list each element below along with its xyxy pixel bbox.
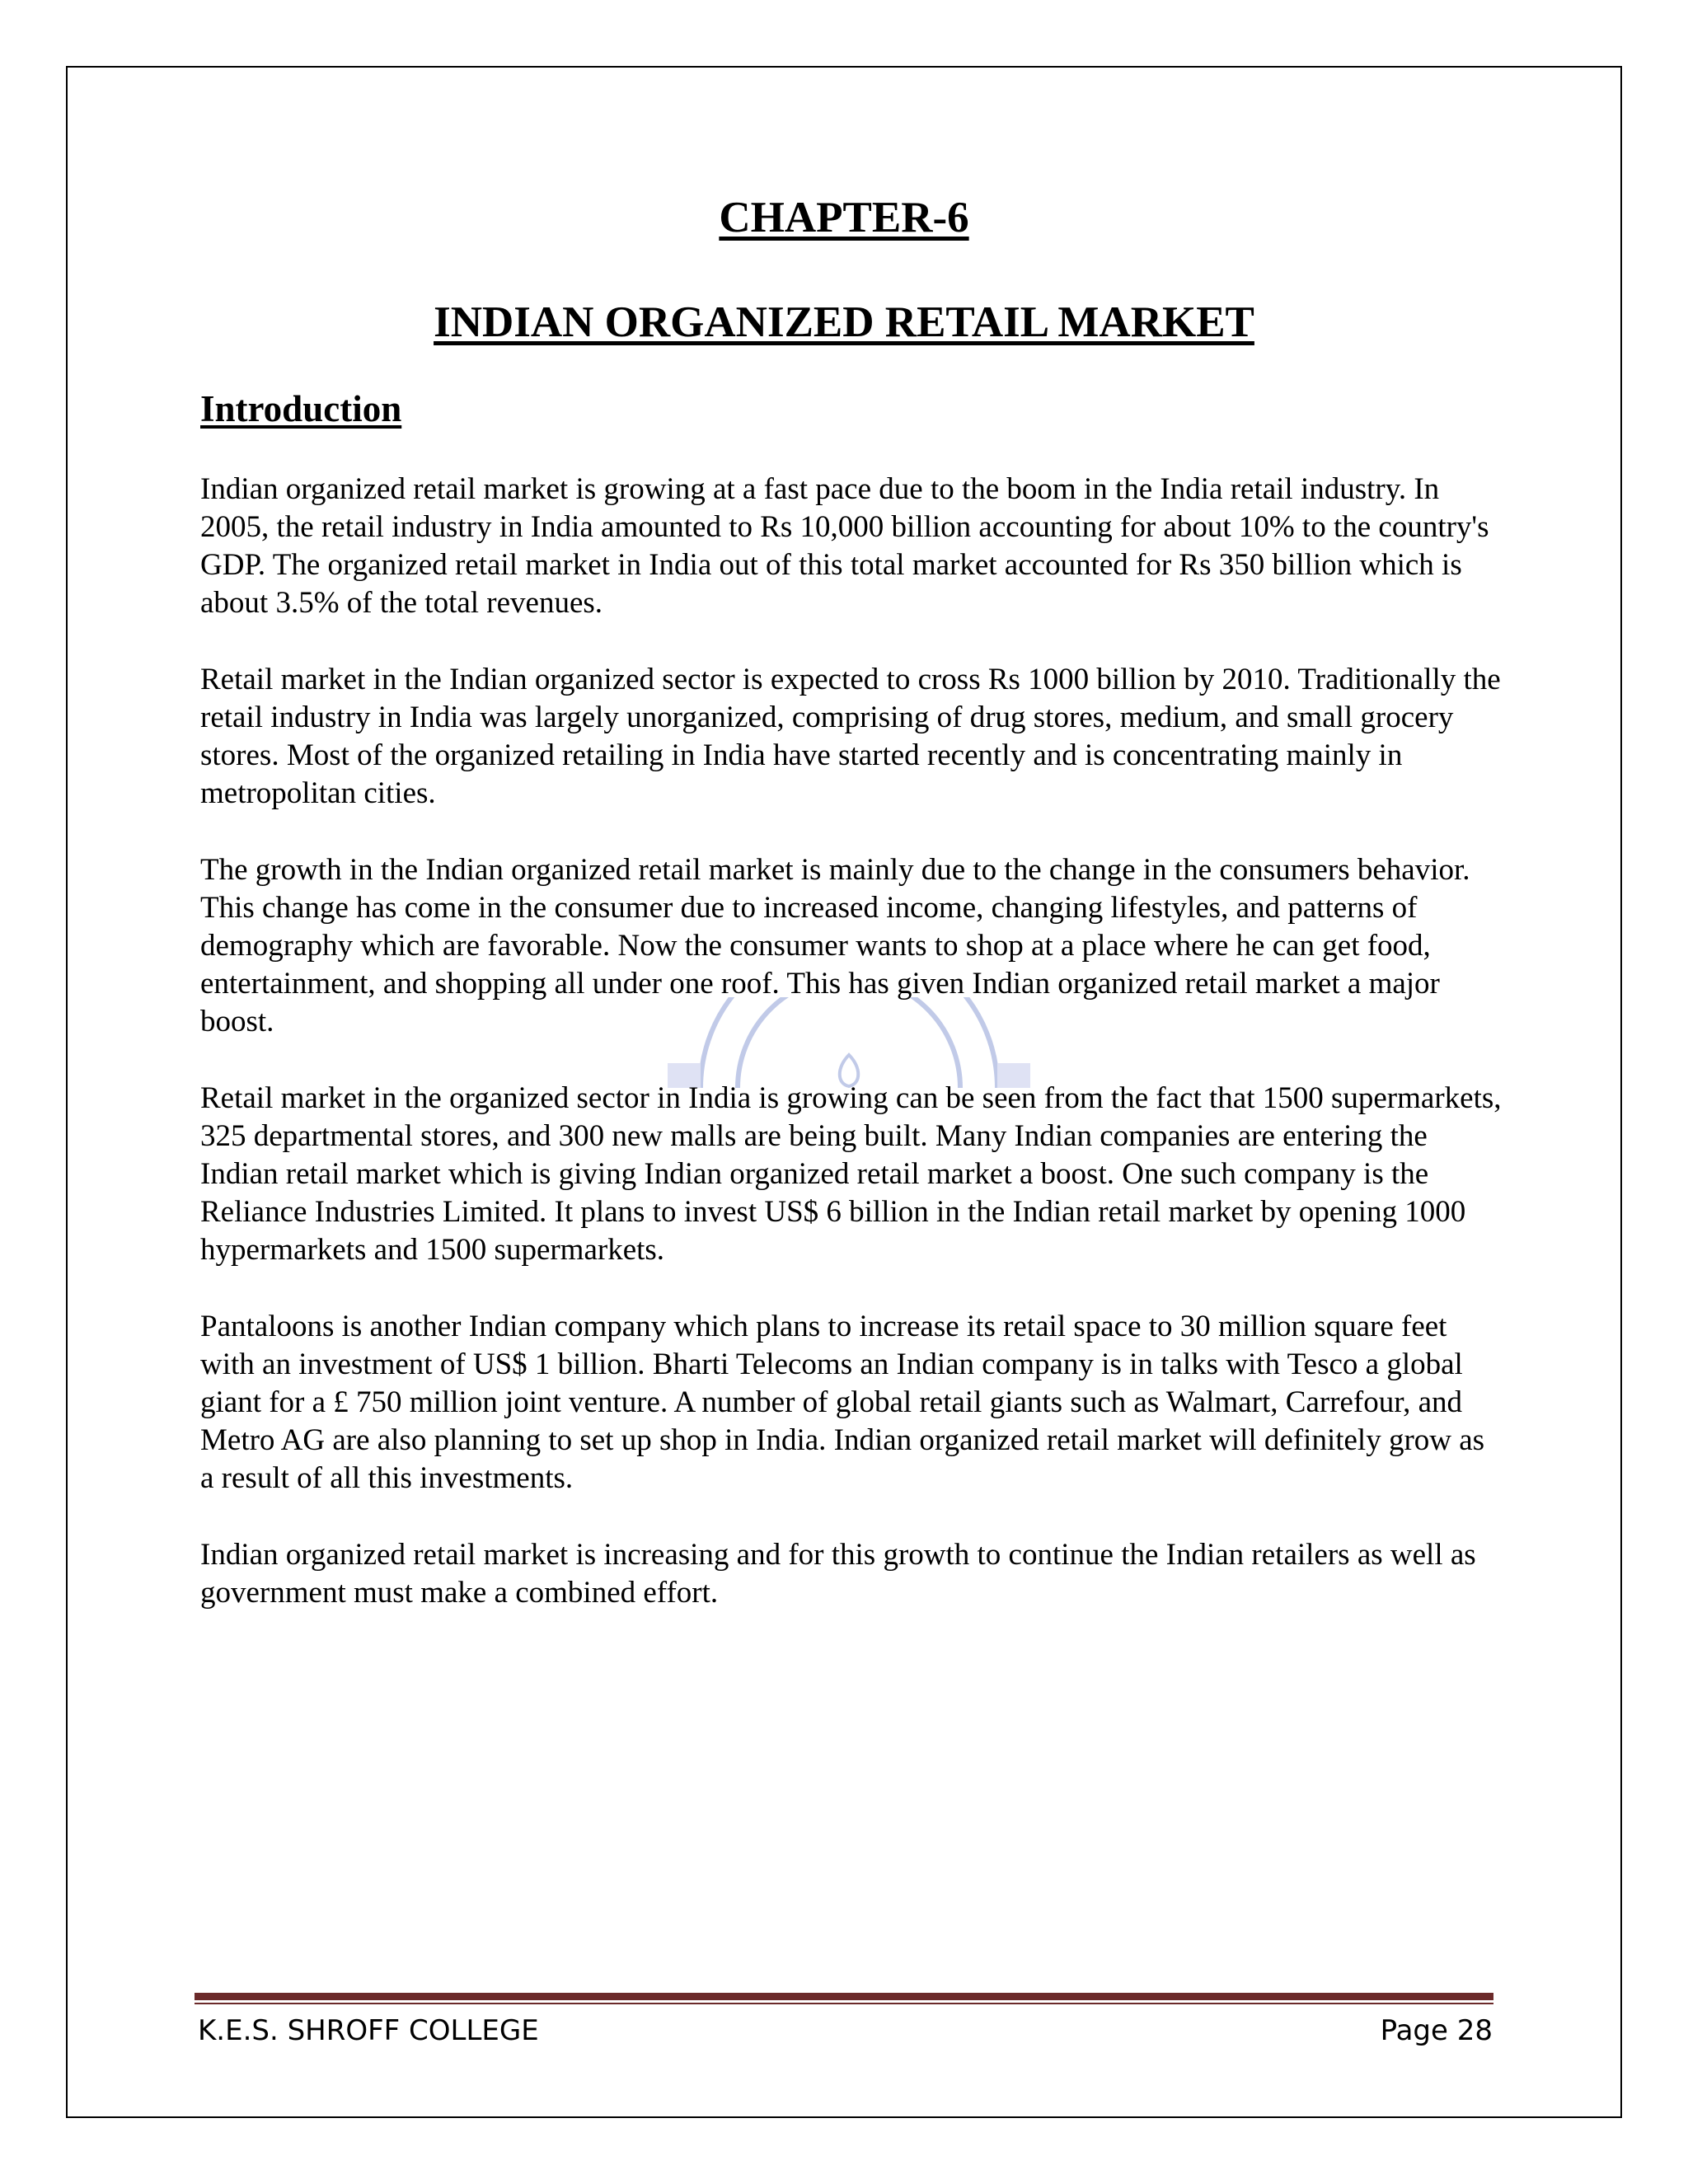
paragraph: The growth in the Indian organized retail market is mainly due to the change in the consumers behavior. This change has come in the consumer due to increased income, changing lifestyles, and patterns of demography which are favorable. Now the consumer wants to shop at a place where he can get food, entertainment, and shopping all under one roof. This has given Indian organized retail market a major boost. [200, 853, 1470, 1038]
footer-college-name: K.E.S. SHROFF COLLEGE [198, 2014, 539, 2047]
paragraph: Retail market in the organized sector in India is growing can be seen from the fact that 1500 supermarkets, 325 departmental stores, and 300 new malls are being built. Many Indian companies are entering the Indian retail market which is giving Indian organized retail market a boost. One such company is the Reliance Industries Limited. It plans to invest US$ 6 billion in the Indian retail market by opening 1000 hypermarkets and 1500 supermarkets. [200, 1081, 1502, 1267]
footer-rule [195, 1993, 1493, 2000]
footer-page-number: Page 28 [1380, 2014, 1493, 2047]
paragraph: Indian organized retail market is increasing and for this growth to continue the Indian retailers as well as government must make a combined effort. [200, 1538, 1476, 1610]
body-text [200, 471, 1503, 1651]
paragraph: Pantaloons is another Indian company which plans to increase its retail space to 30 million square feet with an investment of US$ 1 billion. Bharti Telecoms an Indian company is in talks with Tesco a global giant for a £ 750 million joint venture. A number of global retail giants such as Walmart, Carrefour, and Metro AG are also planning to set up shop in India. Indian organized retail market will definitely grow as a result of all this investments. [200, 1310, 1485, 1495]
chapter-subtitle: INDIAN ORGANIZED RETAIL MARKET [434, 298, 1254, 346]
paragraph: Indian organized retail market is growing at a fast pace due to the boom in the India retail industry. In 2005, the retail industry in India amounted to Rs 10,000 billion accounting for about 10% to the country's GDP. The organized retail market in India out of this total market accounted for Rs 350 billion which is about 3.5% of the total revenues. [200, 472, 1489, 620]
section-heading: Introduction [200, 388, 402, 429]
chapter-title: CHAPTER-6 [719, 194, 969, 241]
footer-rule-thin [195, 2003, 1493, 2004]
paragraph: Retail market in the Indian organized sector is expected to cross Rs 1000 billion by 2010. Traditionally the retail industry in India was largely unorganized, comprising of drug stores, medium, and small grocery stores. Most of the organized retailing in India have started recently and is concentrating mainly in metropolitan cities. [200, 663, 1501, 810]
